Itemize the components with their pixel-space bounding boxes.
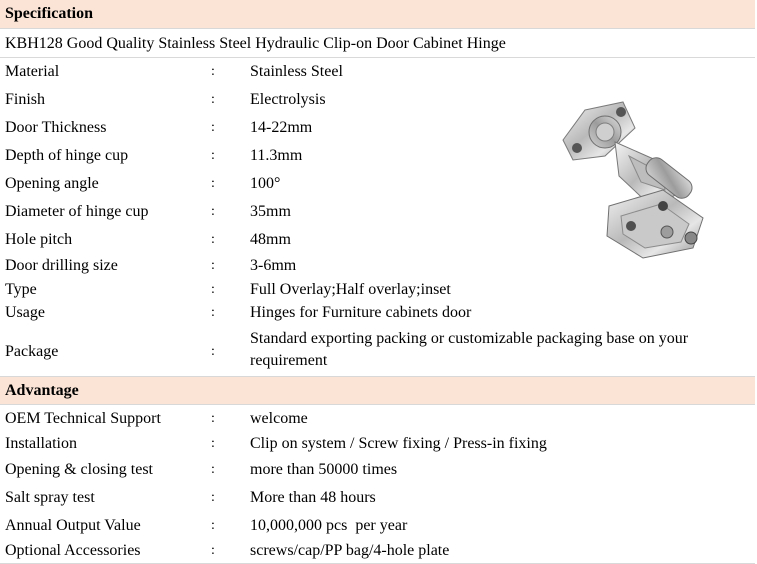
advantage-header-label: Advantage	[5, 382, 79, 399]
separator: :	[211, 518, 215, 533]
spec-label: Door Thickness	[5, 119, 107, 136]
separator: :	[211, 148, 215, 163]
advantage-value: more than 50000 times	[250, 461, 398, 478]
spec-value: 14-22mm	[250, 119, 313, 136]
spec-label: Opening angle	[5, 175, 99, 192]
specification-header-label: Specification	[5, 5, 93, 22]
advantage-header	[0, 376, 755, 405]
spec-label: Finish	[5, 91, 46, 108]
separator: :	[211, 462, 215, 477]
separator: :	[211, 305, 215, 320]
separator: :	[211, 282, 215, 297]
specification-header	[0, 0, 755, 29]
separator: :	[211, 120, 215, 135]
spec-label: Package	[5, 343, 59, 360]
advantage-value: welcome	[250, 410, 308, 427]
spec-label: Type	[5, 281, 37, 298]
spec-value: 48mm	[250, 231, 291, 248]
advantage-label: Optional Accessories	[5, 542, 141, 559]
spec-label: Hole pitch	[5, 231, 73, 248]
separator: :	[211, 204, 215, 219]
spec-value: Standard exporting packing or customizable packaging base on your requirement	[250, 330, 689, 369]
separator: :	[211, 92, 215, 107]
spec-label: Material	[5, 63, 60, 80]
advantage-value: Clip on system / Screw fixing / Press-in fixing	[250, 435, 547, 452]
separator: :	[211, 232, 215, 247]
spec-value: 100°	[250, 175, 281, 192]
advantage-label: Opening & closing test	[5, 461, 153, 478]
advantage-label: Annual Output Value	[5, 517, 141, 534]
spec-value: Electrolysis	[250, 91, 326, 108]
separator: :	[211, 411, 215, 426]
cabinet-hinge-icon	[545, 98, 725, 268]
separator: :	[211, 176, 215, 191]
spec-value: Full Overlay;Half overlay;inset	[250, 281, 451, 298]
advantage-label: Salt spray test	[5, 489, 95, 506]
advantage-label: Installation	[5, 435, 77, 452]
advantage-label: OEM Technical Support	[5, 410, 161, 427]
advantage-value: More than 48 hours	[250, 489, 376, 506]
separator: :	[211, 490, 215, 505]
spec-value: 11.3mm	[250, 147, 303, 164]
spec-label: Door drilling size	[5, 257, 118, 274]
spec-label: Diameter of hinge cup	[5, 203, 149, 220]
spec-label: Usage	[5, 304, 45, 321]
product-title: KBH128 Good Quality Stainless Steel Hydraulic Clip-on Door Cabinet Hinge	[5, 35, 506, 52]
separator: :	[211, 258, 215, 273]
separator: :	[211, 543, 215, 558]
spec-value: 35mm	[250, 203, 291, 220]
separator: :	[211, 344, 215, 359]
spec-value: Hinges for Furniture cabinets door	[250, 304, 472, 321]
spec-value: 3-6mm	[250, 257, 297, 274]
advantage-value: 10,000,000 pcs per year	[250, 517, 408, 534]
separator: :	[211, 436, 215, 451]
separator: :	[211, 64, 215, 79]
spec-value: Stainless Steel	[250, 63, 343, 80]
advantage-value: screws/cap/PP bag/4-hole plate	[250, 542, 450, 559]
spec-label: Depth of hinge cup	[5, 147, 129, 164]
spec-row-package	[0, 328, 755, 374]
divider	[0, 57, 755, 58]
